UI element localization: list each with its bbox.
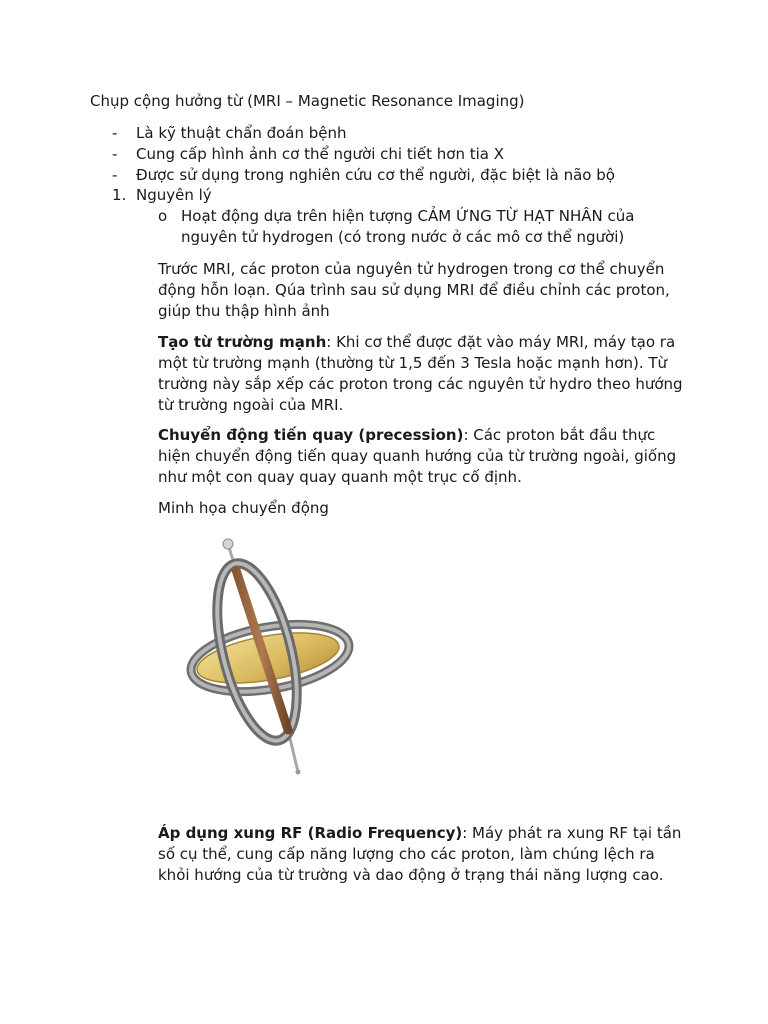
intro-paragraph: Trước MRI, các proton của nguyên tử hydrogen trong cơ thể chuyển động hỗn loạn. Qúa trình sau sử dụng MRI để điều chỉnh các proton, giúp thu thập hình ảnh bbox=[158, 260, 670, 320]
list-item bbox=[90, 144, 730, 165]
step-heading: Áp dụng xung RF (Radio Frequency) bbox=[158, 824, 463, 842]
gyroscope-illustration bbox=[170, 530, 360, 780]
dash-marker: - bbox=[112, 166, 118, 184]
list-item bbox=[90, 123, 730, 144]
dash-marker: - bbox=[112, 145, 118, 163]
step-heading: Tạo từ trường mạnh bbox=[158, 333, 327, 351]
list-item-text: Được sử dụng trong nghiên cứu cơ thể người, đặc biệt là não bộ bbox=[136, 166, 615, 184]
step-body: : Máy phát ra xung RF tại tần số cụ thể, cung cấp năng lượng cho các proton, làm chúng lệch ra khỏi hướng của từ trường và dao động ở trạng thái năng lượng cao. bbox=[158, 824, 682, 884]
rf-pulse-paragraph bbox=[158, 823, 688, 886]
magnetic-field-paragraph bbox=[158, 332, 688, 416]
circle-marker: o bbox=[158, 207, 168, 225]
number-marker: 1. bbox=[112, 186, 127, 204]
bullet-list bbox=[90, 123, 730, 186]
step-body: : Các proton bắt đầu thực hiện chuyển động tiến quay quanh hướng của từ trường ngoài, giống như một con quay quay quanh một trục cố định. bbox=[158, 426, 677, 486]
precession-paragraph bbox=[158, 425, 688, 488]
step-heading: Chuyển động tiến quay (precession) bbox=[158, 426, 464, 444]
sub-bullet-text: Hoạt động dựa trên hiện tượng CẢM ỨNG TỪ HẠT NHÂN của nguyên tử hydrogen (có trong nước ở các mô cơ thể người) bbox=[181, 207, 635, 246]
section-heading: Nguyên lý bbox=[136, 186, 212, 204]
list-item-text: Cung cấp hình ảnh cơ thể người chi tiết hơn tia X bbox=[136, 145, 505, 163]
document-title: Chụp cộng hưởng từ (MRI – Magnetic Resonance Imaging) bbox=[90, 92, 525, 110]
step-body: : Khi cơ thể được đặt vào máy MRI, máy tạo ra một từ trường mạnh (thường từ 1,5 đến 3 Tesla hoặc mạnh hơn). Từ trường này sắp xếp các proton trong các nguyên tử hydro theo hướng từ trường ngoài của MRI. bbox=[158, 333, 683, 414]
illustration-caption: Minh họa chuyển động bbox=[158, 499, 329, 517]
list-item-text: Là kỹ thuật chẩn đoán bệnh bbox=[136, 124, 347, 142]
list-item bbox=[90, 165, 730, 186]
dash-marker: - bbox=[112, 124, 118, 142]
